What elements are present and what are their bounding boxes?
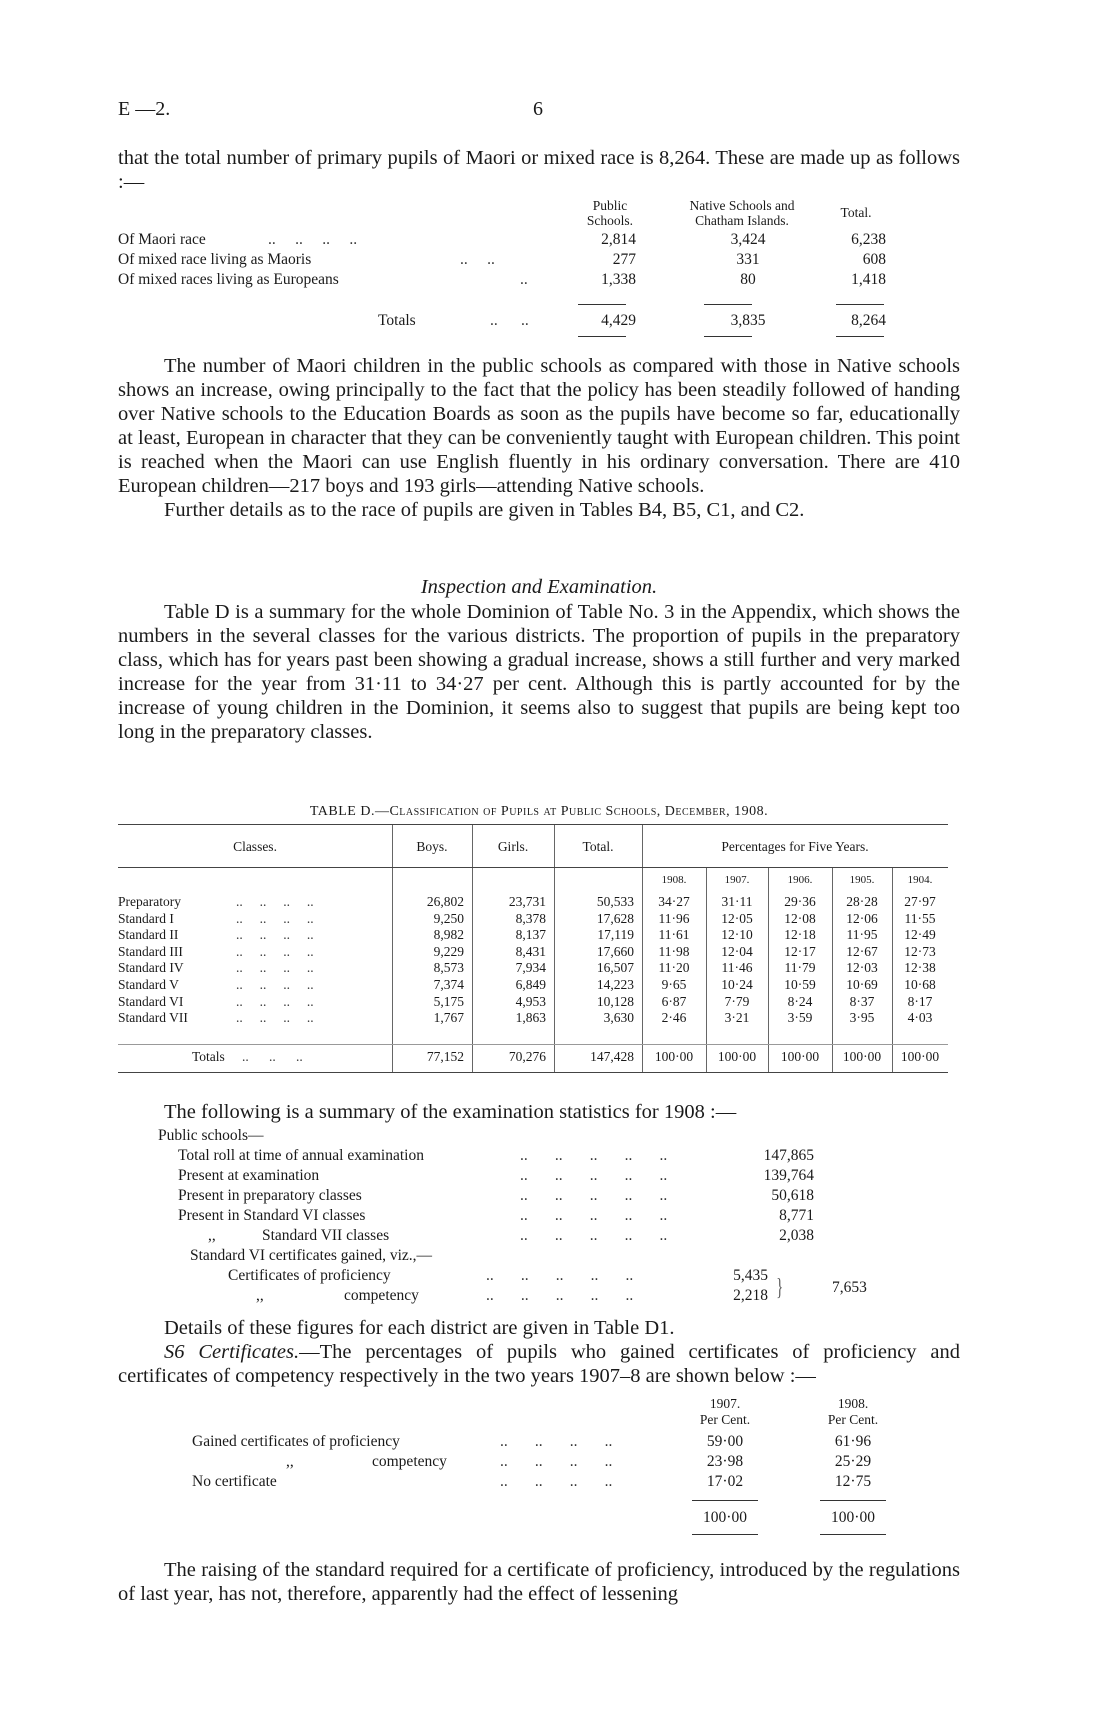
race-totals-public: 4,429: [601, 312, 636, 329]
ditto-mark: ,,: [208, 1227, 216, 1244]
page-ref: E —2.: [118, 98, 171, 120]
pct-value: 28·28: [846, 894, 878, 909]
table-row: Standard I .. .. .. .. 9,250 8,378 17,628 11·96 12·05 12·08 12·06 11·55: [118, 911, 948, 927]
boys-value: 7,374: [433, 977, 464, 992]
exam-row: Total roll at time of annual examination .. .. .. .. .. 147,865: [178, 1147, 814, 1164]
race-native-value: 3,424: [730, 231, 766, 248]
table-row: Standard VI .. .. .. .. 5,175 4,953 10,128 6·87 7·79 8·24 8·37 8·17: [118, 994, 948, 1010]
girls-value: 4,953: [515, 993, 546, 1009]
pct-value: 11·61: [658, 927, 690, 943]
pct-value: 31·11: [721, 894, 753, 909]
section-heading: Inspection and Examination.: [420, 576, 658, 598]
boys-value: 9,250: [433, 910, 464, 926]
pct-value: 27·97: [904, 894, 936, 909]
class-label: Standard I: [118, 910, 174, 926]
cert-col1-sub: Per Cent.: [699, 1412, 751, 1427]
class-label: Standard VII: [118, 1010, 188, 1026]
pct-value: 12·08: [784, 910, 816, 926]
boys-value: 9,229: [433, 943, 464, 959]
exam-value: 50,618: [771, 1187, 814, 1204]
s6-heading: S6 Certificates.: [164, 1341, 300, 1363]
table-d-title: TABLE D.—Classification of Pupils at Public Schools, December, 1908.: [309, 804, 769, 819]
cert-pct-1908: 61·96: [834, 1433, 872, 1450]
table-d-header: [118, 824, 948, 868]
body-paragraph: Details of these figures for each district are given in Table D1.: [164, 1317, 675, 1339]
cert-label: competency: [344, 1287, 419, 1304]
header-boys: Boys.: [416, 839, 448, 854]
total-value: 17,660: [596, 943, 634, 959]
pct-value: 8·24: [787, 993, 813, 1009]
table-d: [118, 824, 948, 1073]
cert-col2-sub: Per Cent.: [827, 1412, 879, 1427]
pct-value: 10·24: [721, 977, 753, 992]
girls-value: 1,863: [515, 1010, 546, 1026]
total-value: 17,119: [597, 927, 634, 943]
totals-pct: 100·00: [780, 1049, 820, 1064]
totals-pct: 100·00: [717, 1049, 757, 1064]
cert-pct-row: ,, competency .. .. .. .. 23·98 25·29: [0, 1452, 1114, 1472]
pct-value: 12·18: [784, 927, 816, 943]
pct-value: 12·03: [846, 960, 878, 976]
body-paragraph: The number of Maori children in the public schools as compared with those in Native schools shows an increase, owing principally to the fact that the policy has been steadily followed of handing over Native schools to the Education Boards as soon as the pupils have become so far, educationally at least, European in character that they can be conveniently taught with European children. This point is reached when the Maori can use English fluently in his ordinary conversation. There are 410 European children—217 boys and 193 girls—attending Native schools. Further details as to the race of pupils are given in Tables B4, B5, C1, and C2.: [118, 355, 960, 521]
race-total-value: 1,418: [851, 271, 886, 288]
cert-label: Certificates of proficiency: [228, 1267, 391, 1284]
col-total-header: Total.: [840, 205, 872, 220]
pct-value: 34·27: [658, 894, 690, 909]
exam-row: ,, Standard VII classes .. .. .. .. .. 2,038: [208, 1227, 814, 1244]
exam-row: Present at examination .. .. .. .. .. 139,764: [178, 1167, 814, 1184]
body-paragraph: The raising of the standard required for a certificate of proficiency, introduced by the regulations of last year, has not, therefore, apparently had the effect of lessening: [118, 1559, 960, 1605]
cert-col2-header: 1908.: [837, 1396, 869, 1411]
race-row: Of mixed races living as Europeans ..: [118, 271, 528, 288]
intro-paragraph: that the total number of primary pupils of Maori or mixed race is 8,264. These are made up as follows :—: [118, 147, 960, 193]
race-total-value: 608: [862, 251, 886, 268]
pct-value: 8·17: [907, 993, 933, 1009]
cert-pct-label: Gained certificates of proficiency: [192, 1433, 400, 1450]
pct-value: 3·95: [849, 1010, 875, 1026]
total-value: 50,533: [596, 894, 634, 909]
total-value: 17,628: [596, 910, 634, 926]
girls-value: 8,137: [515, 927, 546, 943]
pct-value: 12·67: [846, 943, 878, 959]
cert-pct-1907: 17·02: [706, 1473, 744, 1490]
pct-value: 7·79: [724, 993, 750, 1009]
cert-col1-header: 1907.: [709, 1396, 741, 1411]
table-row: Standard II .. .. .. .. 8,982 8,137 17,119 11·61 12·10 12·18 11·95 12·49: [118, 927, 948, 943]
boys-value: 26,802: [426, 894, 464, 909]
total-value: 3,630: [603, 1010, 634, 1026]
document-page: E —2. 6 that the total number of primary pupils of Maori or mixed race is 8,264. These are made up as follows :— Public Schools. Native Schools and Chatham Islands. Total. Of Maori race .. .. .. .. Of mixed race living as Maoris .. .. Of mixed races living as Europeans .. 2,814 277 1,338 3,424 331 80 6,238 608 1,418 Totals .. .. 4,429 3,835 8,264 The number of Maori children in the public schools as compared with those in Native schools shows an increase, owing principally to the fact that the policy has been steadily followed of handing over Native schools to the Education Boards as soon as the pupils have become so far, educationally at least, European in character that they can be conveniently taught with European children. This point is reached when the Maori can use English fluently in his ordinary conversation. There are 410 European children—217 boys and 193 girls—attending Native schools. Further details as to the race of pupils are given in Tables B4, B5, C1, and C2. Inspection and Examination. Table D is a summary for the whole Dominion of Table No. 3 in the Appendix, which shows the numbers in the several classes for the various districts. The proportion of pupils in the preparatory class, which has for years past been showing a gradual increase, shows a still further and very marked increase for the year from 31·11 to 34·27 per cent. Although this is partly accounted for by the increase of young children in the Dominion, it seems also to suggest that pupils are being kept too long in the preparatory classes. TABLE D.—Classification of Pupils at Public Schools, December, 1908. Classes. Boys. Girls. Total. Percentages for Five Years. 1908. 1907. 1906. 1905. 1904. Preparatory .. .. .. .. 26,802 23,731 50,533 34·27 31·11 29·36 28·28 27·97 Standard I .. .. .. .. 9,250 8,378 17,628 11·96 12·05 12·08 12·06 11·55 Standard II .. .. .. .. 8,982 8,137 17,119 11·61 12·10 12·18 11·95 12·49 Standard III .. .. .. .. 9,229 8,431 17,660 11·98 12·04 12·17 12·67 12·73 Standard IV .. .. .. .. 8,573 7,934 16,507 11·20 11·46 11·79 12·03 12·38 Standard V .. .. .. .. 7,374 6,849 14,223 9·65 10·24 10·59 10·69 10·68 Standard VI .. .. .. .. 5,175 4,953 10,128 6·87 7·79 8·24 8·37 8·17 Standard VII .. .. .. .. 1,767 1,863 3,630 2·46 3·21 3·59 3·95 4·03 Totals .. .. .. 77,152 70,276 147,428 100·00 100·00 100·00 100·00 100·00 The following is a summary of the examination statistics for 1908 :— Public schools— Total roll at time of annual examination .. .. .. .. .. 147,865 Present at examination .. .. .. .. .. 139,764 Present in preparatory classes .. .. .. .. .. 50,618 Present in Standard VI classes .. .. .. .. .. 8,771 ,, Standard VII classes .. .. .. .. .. 2,038 Standard VI certificates gained, viz.,— Certificates of proficiency .. .. .. .. .. 5,435 ,, competency .. .. .. .. .. 2,218 } 7,653 Details of these figures for each district are given in Table D1. S6 Certificates.—The percentages of pupils who gained certificates of proficiency and certificates of competency respectively in the two years 1907–8 are shown below :— 1907. 1908. Per Cent. Per Cent. Gained certificates of proficiency .. .. .. .. 59·00 61·96 ,, competency .. .. .. .. 23·98 25·29 No certificate .. .. .. .. 17·02 12·75 100·00 100·00 The raising of the standard required for a certificate of proficiency, introduced by the regulations of last year, has not, therefore, apparently had the effect of lessening: [0, 0, 1114, 1731]
pct-value: 3·21: [724, 1010, 750, 1026]
header-classes: Classes.: [233, 839, 277, 854]
girls-value: 8,431: [515, 943, 546, 959]
year-header: 1906.: [787, 874, 813, 886]
girls-value: 7,934: [515, 960, 546, 976]
pct-value: 9·65: [661, 977, 687, 992]
race-public-value: 1,338: [601, 271, 636, 288]
boys-value: 8,982: [433, 927, 464, 943]
table-d-totals-row: Totals .. .. .. 77,152 70,276 147,428 100·00 100·00 100·00 100·00 100·00: [118, 1044, 948, 1063]
class-label: Preparatory: [118, 894, 181, 909]
table-d-body: [118, 868, 948, 1073]
race-row: Of mixed race living as Maoris .. ..: [118, 251, 495, 268]
exam-label: Present at examination: [178, 1167, 320, 1184]
exam-value: 139,764: [763, 1167, 814, 1184]
exam-label: Standard VII classes: [262, 1227, 390, 1244]
cert-row: Certificates of proficiency .. .. .. .. .. 5,435: [228, 1267, 768, 1284]
race-totals-total: 8,264: [851, 312, 886, 329]
exam-label: Total roll at time of annual examination: [178, 1147, 424, 1164]
pct-value: 12·38: [904, 960, 936, 976]
year-header: 1907.: [724, 874, 750, 886]
class-label: Standard VI: [118, 993, 184, 1009]
col-native-header: Native Schools and Chatham Islands.: [689, 198, 795, 228]
race-row: Of Maori race .. .. .. ..: [118, 231, 358, 248]
boys-value: 8,573: [433, 960, 464, 976]
pct-value: 10·68: [904, 977, 936, 992]
pct-value: 12·06: [846, 910, 878, 926]
girls-value: 6,849: [515, 977, 546, 992]
cert-total: 7,653: [832, 1279, 867, 1296]
pct-value: 10·59: [784, 977, 816, 992]
table-row: Standard IV .. .. .. .. 8,573 7,934 16,507 11·20 11·46 11·79 12·03 12·38: [118, 960, 948, 976]
brace: }: [776, 1275, 784, 1301]
race-table: [118, 230, 898, 296]
boys-value: 5,175: [433, 993, 464, 1009]
race-totals-label: Totals: [378, 312, 416, 329]
pct-value: 10·69: [846, 977, 878, 992]
race-public-value: 2,814: [601, 231, 636, 248]
cert-total-1907: 100·00: [703, 1509, 747, 1526]
pct-value: 3·59: [787, 1010, 813, 1026]
rule: [692, 1500, 758, 1501]
body-paragraph: S6 Certificates.—The percentages of pupils who gained certificates of proficiency and certificates of competency respectively in the two years 1907–8 are shown below :—: [118, 1341, 961, 1387]
pct-value: 12·49: [904, 927, 936, 943]
pct-value: 11·55: [904, 910, 936, 926]
page-number: 6: [533, 98, 543, 120]
cert-pct-row: No certificate .. .. .. .. 17·02 12·75: [0, 1472, 1114, 1492]
header-girls: Girls.: [497, 839, 529, 854]
pct-value: 11·46: [721, 960, 753, 976]
table-row: Standard III .. .. .. .. 9,229 8,431 17,660 11·98 12·04 12·17 12·67 12·73: [118, 944, 948, 960]
exam-group-label: Public schools—: [158, 1127, 264, 1144]
header-total: Total.: [582, 839, 614, 854]
rule: [704, 336, 752, 337]
year-header: 1905.: [849, 874, 875, 886]
pct-value: 12·10: [721, 927, 753, 943]
pct-value: 6·87: [661, 993, 687, 1009]
rule: [692, 1534, 758, 1535]
pct-value: 11·79: [784, 960, 816, 976]
rule: [836, 336, 884, 337]
totals-label: Totals: [192, 1049, 225, 1064]
exam-row: Present in Standard VI classes .. .. .. .. .. 8,771: [178, 1207, 814, 1224]
cert-value: 5,435: [733, 1267, 768, 1284]
col-public-header: Public Schools.: [586, 198, 634, 228]
rule: [704, 304, 752, 305]
year-header: 1904.: [907, 874, 933, 886]
pct-value: 11·95: [846, 927, 878, 943]
pct-value: 11·96: [658, 910, 690, 926]
boys-value: 1,767: [433, 1010, 464, 1026]
cert-pct-1907: 59·00: [706, 1433, 744, 1450]
girls-value: 23,731: [508, 894, 546, 909]
rule: [578, 304, 626, 305]
exam-value: 2,038: [779, 1227, 814, 1244]
exam-value: 147,865: [763, 1147, 814, 1164]
cert-pct-1908: 25·29: [834, 1453, 872, 1470]
cert-total-1908: 100·00: [831, 1509, 875, 1526]
body-paragraph: Table D is a summary for the whole Dominion of Table No. 3 in the Appendix, which shows the numbers in the several classes for the various districts. The proportion of pupils in the preparatory class, which has for years past been showing a gradual increase, shows a still further and very marked increase for the year from 31·11 to 34·27 per cent. Although this is partly accounted for by the increase of young children in the Dominion, it seems also to suggest that pupils are being kept too long in the preparatory classes.: [118, 601, 960, 743]
pct-value: 11·98: [658, 943, 690, 959]
table-row: Standard VII .. .. .. .. 1,767 1,863 3,630 2·46 3·21 3·59 3·95 4·03: [118, 1010, 948, 1026]
pct-value: 8·37: [849, 993, 875, 1009]
exam-row: Present in preparatory classes .. .. .. .. .. 50,618: [178, 1187, 814, 1204]
rule: [578, 336, 626, 337]
body-paragraph: The following is a summary of the examination statistics for 1908 :—: [164, 1101, 737, 1123]
total-value: 16,507: [596, 960, 634, 976]
exam-value: 8,771: [779, 1207, 814, 1224]
table-row: Standard V .. .. .. .. 7,374 6,849 14,223 9·65 10·24 10·59 10·69 10·68: [118, 977, 948, 993]
class-label: Standard V: [118, 977, 179, 992]
cert-value: 2,218: [733, 1287, 768, 1304]
class-label: Standard III: [118, 943, 183, 959]
pct-value: 2·46: [661, 1010, 687, 1026]
race-totals-native: 3,835: [730, 312, 766, 329]
pct-value: 12·73: [904, 943, 936, 959]
rule: [820, 1534, 886, 1535]
year-header: 1908.: [661, 874, 687, 886]
class-label: Standard II: [118, 927, 179, 943]
pct-value: 11·20: [658, 960, 690, 976]
ditto-mark: ,,: [256, 1287, 264, 1304]
total-value: 14,223: [596, 977, 634, 992]
race-native-value: 80: [740, 271, 756, 288]
exam-label: Present in Standard VI classes: [178, 1207, 366, 1224]
cert-row: ,, competency .. .. .. .. .. 2,218: [256, 1287, 768, 1304]
pct-value: 12·17: [784, 943, 816, 959]
header-percentages: Percentages for Five Years.: [721, 839, 869, 854]
cert-pct-label: competency: [372, 1453, 447, 1470]
cert-pct-row: Gained certificates of proficiency .. .. .. .. 59·00 61·96: [0, 1432, 1114, 1452]
cert-pct-1908: 12·75: [834, 1473, 872, 1490]
pct-value: 12·04: [721, 943, 753, 959]
girls-value: 8,378: [515, 910, 546, 926]
totals-pct: 100·00: [900, 1049, 940, 1064]
race-native-value: 331: [736, 251, 760, 268]
race-total-value: 6,238: [851, 231, 886, 248]
class-label: Standard IV: [118, 960, 184, 976]
totals-total: 147,428: [590, 1049, 634, 1064]
totals-pct: 100·00: [842, 1049, 882, 1064]
race-public-value: 277: [612, 251, 636, 268]
ditto-mark: ,,: [286, 1453, 294, 1470]
cert-pct-1907: 23·98: [706, 1453, 744, 1470]
pct-value: 4·03: [907, 1010, 933, 1026]
cert-heading: Standard VI certificates gained, viz.,—: [190, 1247, 433, 1264]
totals-girls: 70,276: [508, 1049, 546, 1064]
totals-pct: 100·00: [654, 1049, 694, 1064]
totals-boys: 77,152: [426, 1049, 464, 1064]
table-row: Preparatory .. .. .. .. 26,802 23,731 50,533 34·27 31·11 29·36 28·28 27·97: [118, 894, 948, 910]
total-value: 10,128: [596, 993, 634, 1009]
rule: [820, 1500, 886, 1501]
exam-label: Present in preparatory classes: [178, 1187, 362, 1204]
pct-value: 29·36: [784, 894, 816, 909]
cert-pct-label: No certificate: [192, 1473, 277, 1490]
rule: [836, 304, 884, 305]
pct-value: 12·05: [721, 910, 753, 926]
